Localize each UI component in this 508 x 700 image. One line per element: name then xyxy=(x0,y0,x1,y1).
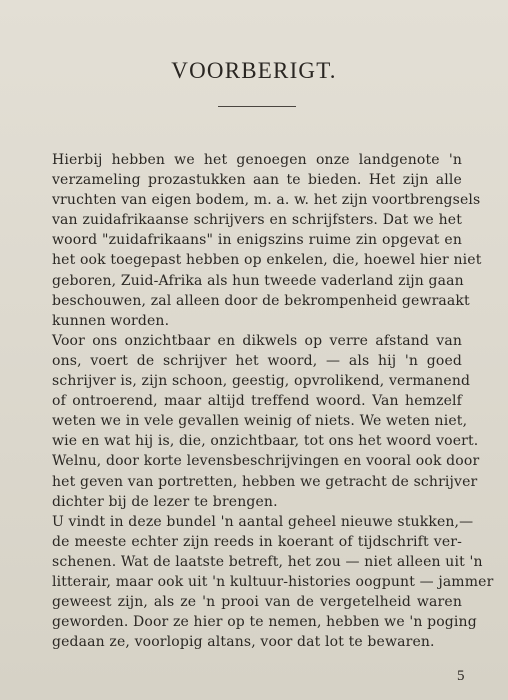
paragraph-1-line-1: Hierbij hebben we het genoegen onze landgenote 'n xyxy=(52,152,462,168)
paragraph-1-line-9: kunnen worden. xyxy=(52,312,170,329)
body-text xyxy=(52,150,494,652)
paragraph-3-line-5: geweest zijn, als ze 'n prooi van de vergetelheid waren xyxy=(52,594,462,611)
paragraph-2-line-7: Welnu, door korte levensbeschrijvingen en vooral ook door xyxy=(52,453,480,470)
paragraph-3-line-4: litterair, maar ook uit 'n kultuur-histories oogpunt — jammer xyxy=(52,573,494,590)
paragraph-2-line-4: of ontroerend, maar altijd treffend woord. Van hemzelf xyxy=(52,393,462,410)
page-title: VOORBERIGT. xyxy=(171,58,337,83)
paragraph-1-line-3: vruchten van eigen bodem, m. a. w. het zijn voortbrengsels xyxy=(52,192,481,209)
paragraph-3-line-7: gedaan ze, voorlopig altans, voor dat lot te bewaren. xyxy=(52,634,435,651)
paragraph-1-line-6: het ook toegepast hebben op enkelen, die, hoewel hier niet xyxy=(52,252,482,269)
paragraph-1-line-7: geboren, Zuid-Afrika als hun tweede vaderland zijn gaan xyxy=(52,272,464,289)
paragraph-1-line-4: van zuidafrikaanse schrijvers en schrijfsters. Dat we het xyxy=(52,212,462,229)
paragraph-2-line-3: schrijver is, zijn schoon, geestig, opvrolikend, vermanend xyxy=(52,373,471,390)
paragraph-2-line-8: het geven van portretten, hebben we getracht de schrijver xyxy=(52,473,478,490)
paragraph-1-line-5: woord "zuidafrikaans" in enigszins ruime zin opgevat en xyxy=(52,232,462,249)
paragraph-2-line-5: weten we in vele gevallen weinig of niets. We weten niet, xyxy=(52,413,468,430)
paragraph-1-line-8: beschouwen, zal alleen door de bekrompenheid gewraakt xyxy=(52,292,470,309)
paragraph-3-line-1: U vindt in deze bundel 'n aantal geheel nieuwe stukken,— xyxy=(52,513,474,530)
paragraph-2-line-1: Voor ons onzichtbaar en dikwels op verre afstand van xyxy=(52,332,462,349)
paragraph-2-line-2: ons, voert de schrijver het woord, — als hij 'n goed xyxy=(52,352,462,369)
paragraph-2-line-9: dichter bij de lezer te brengen. xyxy=(52,493,278,510)
page-number: 5 xyxy=(457,668,465,684)
paragraph-2-line-6: wie en wat hij is, die, onzichtbaar, tot ons het woord voert. xyxy=(52,433,479,450)
title-divider xyxy=(218,106,296,107)
paragraph-3-line-6: geworden. Door ze hier op te nemen, hebben we 'n poging xyxy=(52,614,477,631)
paragraph-3-line-3: schenen. Wat de laatste betreft, het zou — niet alleen uit 'n xyxy=(52,553,483,570)
paragraph-3-line-2: de meeste echter zijn reeds in koerant of tijdschrift ver- xyxy=(52,533,462,550)
paragraph-1-line-2: verzameling prozastukken aan te bieden. Het zijn alle xyxy=(52,172,462,189)
